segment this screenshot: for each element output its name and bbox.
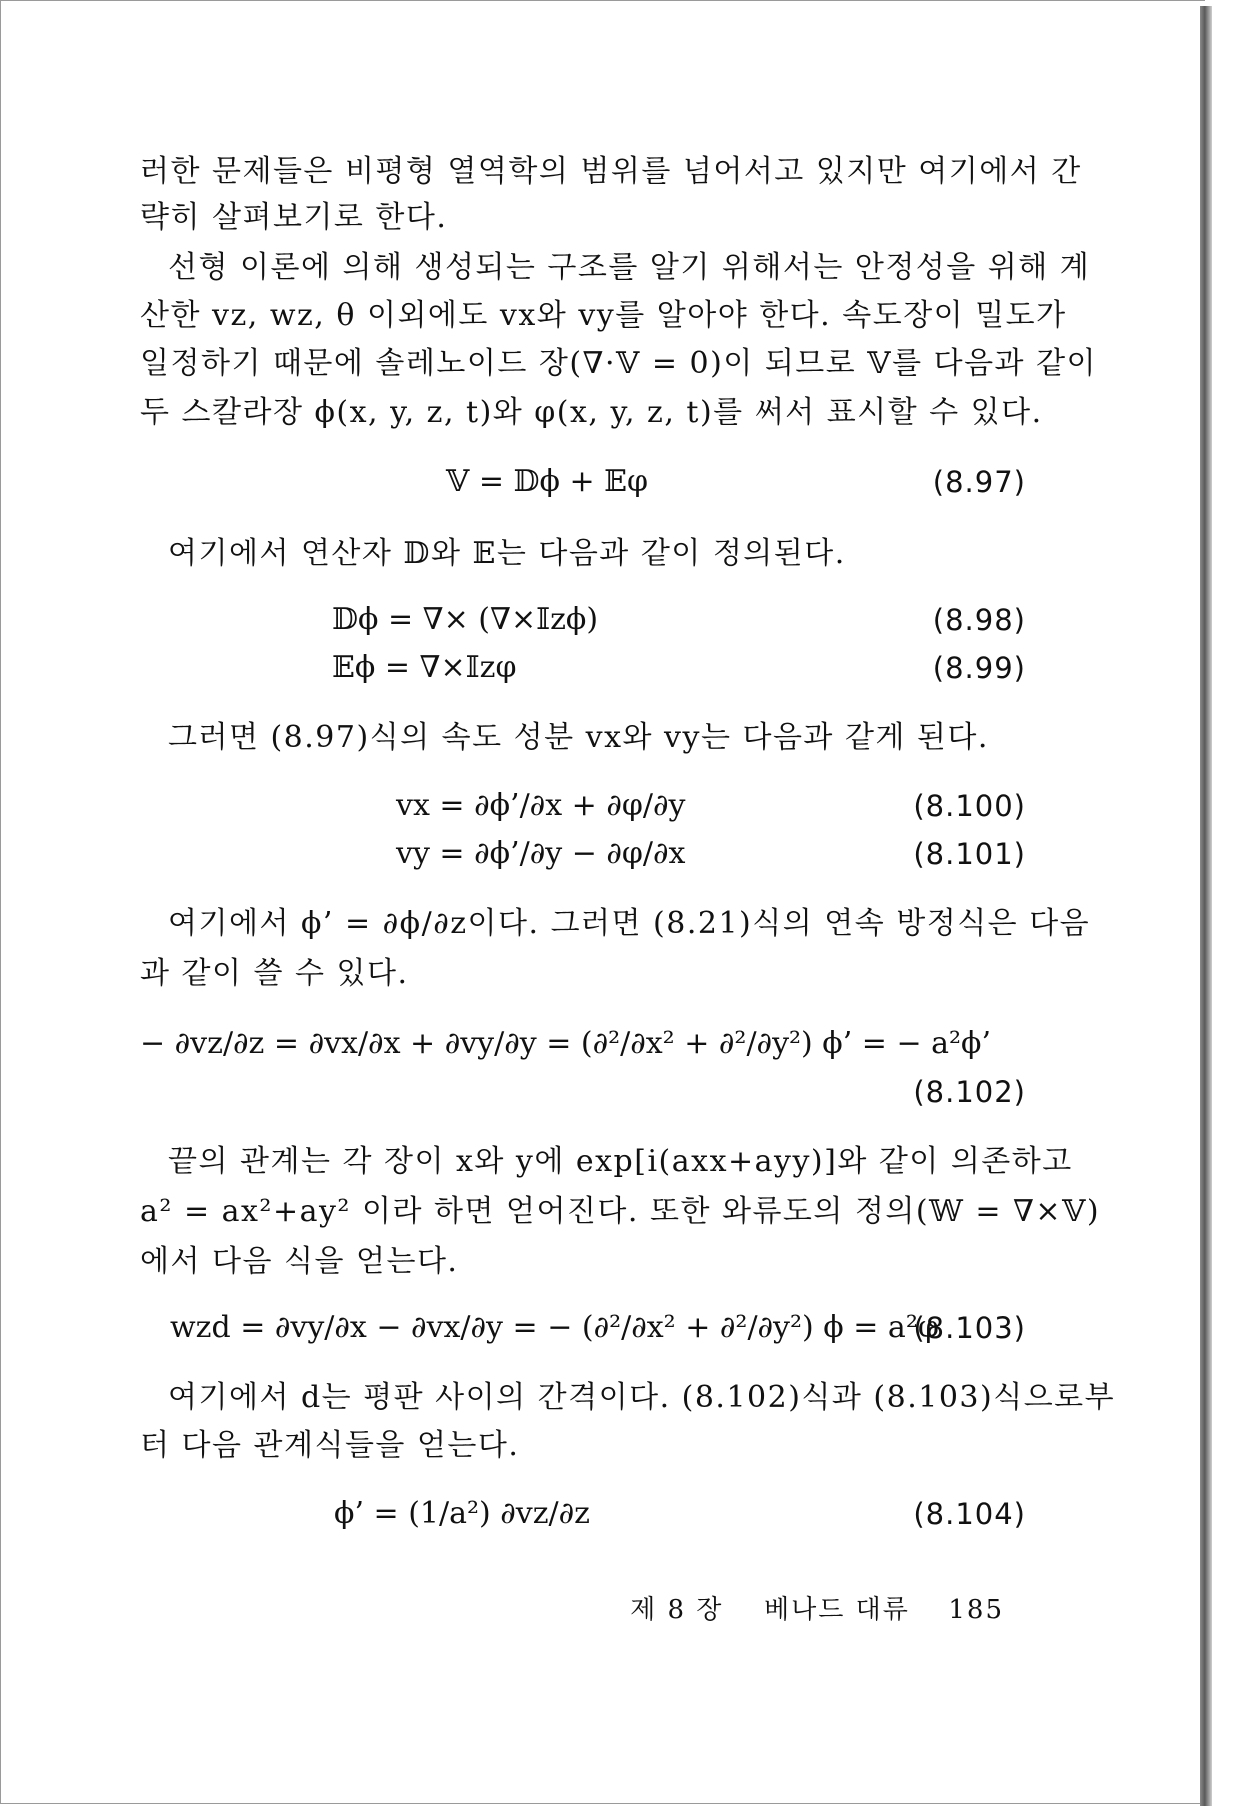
equation: 𝔻ϕ = ∇× (∇×𝕀zϕ) (332, 602, 599, 637)
text-line: 끝의 관계는 각 장이 x와 y에 exp[i(axx+ayy)]와 같이 의존하고 (168, 1144, 1073, 1179)
footer-title: 베나드 대류 (763, 1595, 910, 1625)
equation-number: (8.98) (932, 603, 1026, 637)
page-footer (630, 1590, 1004, 1630)
equation: ϕ’ = (1/a²) ∂vz/∂z (334, 1496, 590, 1531)
equation: vy = ∂ϕ’/∂y − ∂φ/∂x (396, 836, 686, 871)
page-number: 185 (948, 1595, 1004, 1625)
equation: 𝔼ϕ = ∇×𝕀zφ (332, 650, 517, 685)
equation: vx = ∂ϕ’/∂x + ∂φ/∂y (396, 788, 686, 823)
text-line: 그러면 (8.97)식의 속도 성분 vx와 vy는 다음과 같게 된다. (168, 720, 989, 755)
text-line: 산한 vz, wz, θ 이외에도 vx와 vy를 알아야 한다. 속도장이 밀도가 (140, 298, 1067, 333)
text-line: 두 스칼라장 ϕ(x, y, z, t)와 φ(x, y, z, t)를 써서 표시할 수 있다. (140, 395, 1043, 430)
page-edge-shadow (1200, 6, 1212, 1806)
text-line: 략히 살펴보기로 한다. (140, 200, 448, 235)
equation: − ∂vz/∂z = ∂vx/∂x + ∂vy/∂y = (∂²/∂x² + ∂²/∂y²) ϕ’ = − a²ϕ’ (140, 1026, 992, 1061)
equation-number: (8.102) (913, 1075, 1026, 1109)
text-line: 일정하기 때문에 솔레노이드 장(∇·𝕍 = 0)이 되므로 𝕍를 다음과 같이 (140, 346, 1098, 381)
text-line: 여기에서 ϕ’ = ∂ϕ/∂z이다. 그러면 (8.21)식의 연속 방정식은 다음 (168, 906, 1091, 941)
equation: 𝕍 = 𝔻ϕ + 𝔼φ (446, 464, 649, 499)
text-line: 여기에서 연산자 𝔻와 𝔼는 다음과 같이 정의된다. (168, 536, 846, 571)
text-line: 선형 이론에 의해 생성되는 구조를 알기 위해서는 안정성을 위해 계 (168, 250, 1091, 285)
text-line: a² = ax²+ay² 이라 하면 얻어진다. 또한 와류도의 정의(𝕎 = ∇×𝕍) (140, 1194, 1101, 1229)
equation-number: (8.97) (932, 465, 1026, 499)
equation-number: (8.100) (913, 789, 1026, 823)
text-line: 에서 다음 식을 얻는다. (140, 1244, 459, 1279)
equation-number: (8.101) (913, 837, 1026, 871)
equation-number: (8.103) (913, 1311, 1026, 1345)
footer-chapter: 제 8 장 (630, 1595, 724, 1625)
equation: wzd = ∂vy/∂x − ∂vx/∂y = − (∂²/∂x² + ∂²/∂y²) ϕ = a²φ (170, 1310, 939, 1345)
equation-number: (8.99) (932, 651, 1026, 685)
text-line: 터 다음 관계식들을 얻는다. (140, 1428, 520, 1463)
text-line: 과 같이 쓸 수 있다. (140, 956, 409, 991)
equation-number: (8.104) (913, 1497, 1026, 1531)
text-line: 러한 문제들은 비평형 열역학의 범위를 넘어서고 있지만 여기에서 간 (140, 154, 1082, 189)
text-line: 여기에서 d는 평판 사이의 간격이다. (8.102)식과 (8.103)식으로부 (168, 1380, 1116, 1415)
